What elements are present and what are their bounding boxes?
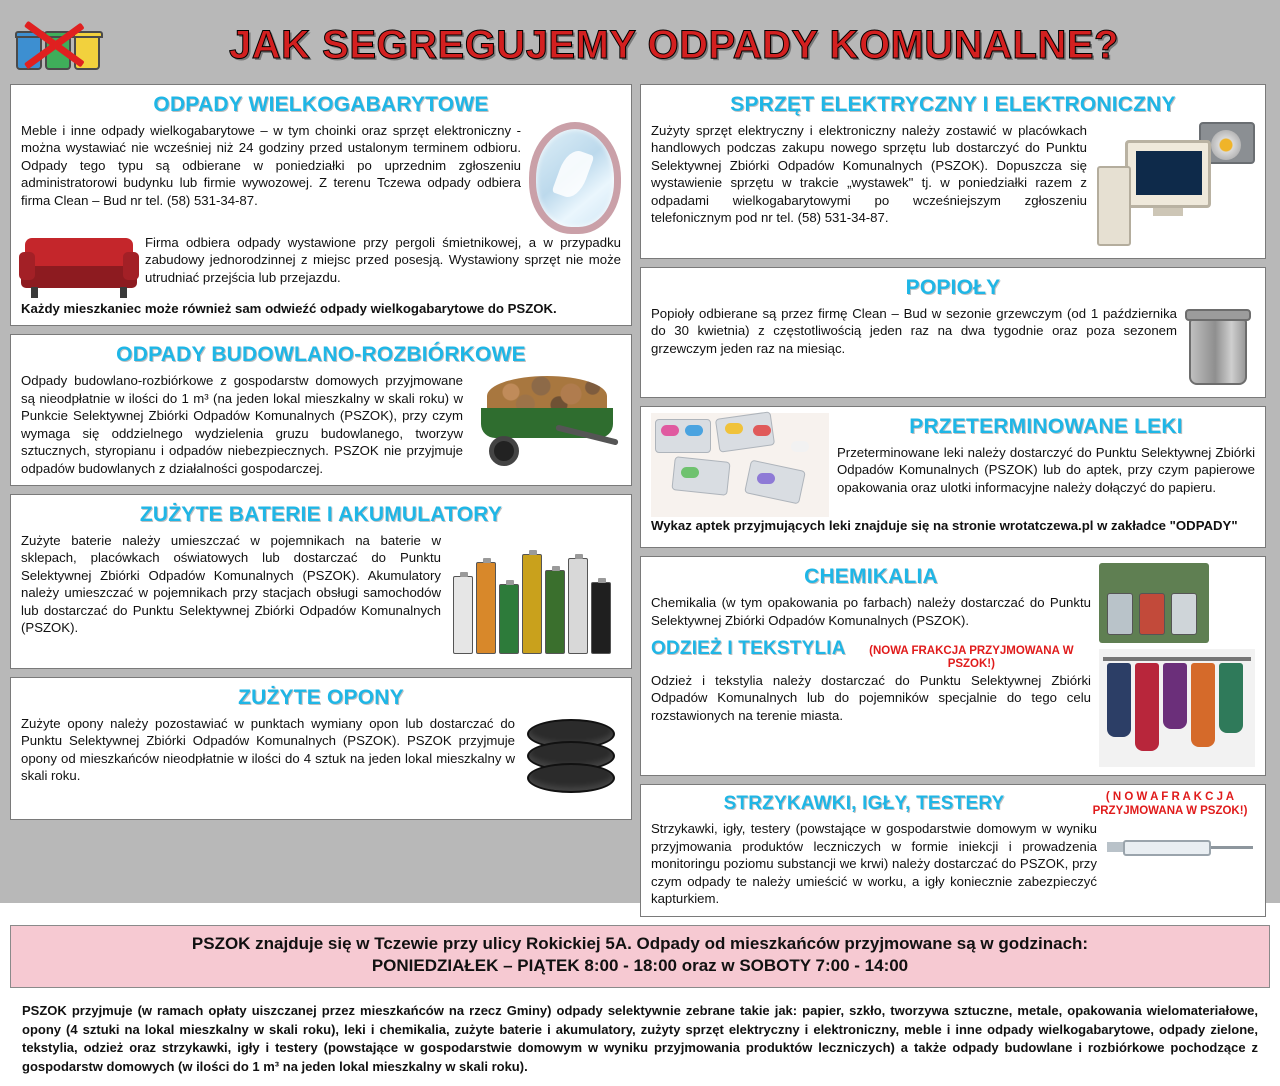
status-badge: ( N O W A F R A K C J A PRZYJMOWANA W PSZOK!) bbox=[1092, 791, 1248, 817]
section-title: ODPADY WIELKOGABARYTOWE bbox=[153, 93, 489, 116]
section-paragraph: Chemikalia (w tym opakowania po farbach) należy dostarczać do Punktu Selektywnej Zbiórki Odpadów Komunalnych (PSZOK). bbox=[651, 595, 1091, 628]
section-paragraph: Przeterminowane leki należy dostarczyć do Punktu Selektywnej Zbiórki Odpadów Komunalnych (PSZOK) lub do aptek, przy czym papierowe opakowania oraz ulotki informacyjne należy dołączyć do papieru. bbox=[837, 445, 1255, 495]
section-paragraph: Odzież i tekstylia należy dostarczać do Punktu Selektywnej Zbiórki Odpadów Komunalnych lub do pojemników specjalnie do tego celu rozstawionych na terenie miasta. bbox=[651, 672, 1091, 723]
section-title: ODZIEŻ I TEKSTYLIA bbox=[651, 638, 846, 660]
section-paragraph: Firma odbiera odpady wystawione przy pergoli śmietnikowej, a w przypadku zabudowy jednorodzinnej z miejsc przed posesją. Wystawiony sprzęt nie może utrudniać przejścia lub przejazdu. bbox=[145, 235, 621, 285]
tyres-illustration bbox=[523, 715, 621, 811]
section-ashes bbox=[640, 267, 1266, 398]
section-title: CHEMIKALIA bbox=[804, 565, 938, 589]
red-cross-icon bbox=[22, 16, 100, 72]
footer-note: PSZOK przyjmuje (w ramach opłaty uiszczanej przez mieszkańców na rzecz Gminy) odpady selektywnie zebrane takie jak: papier, szkło, tworzywa sztuczne, metale, opakowania wielomateriałowe, opony (4 sztuki na lokal mieszkalny w skali roku), leki i chemikalia, zużyte baterie i akumulatory, zużyty sprzęt elektryczny i elektroniczny, meble i inne odpady wielkogabarytowe, odpady zielone, tekstylia, odzież oraz strzykawki, igły i testery (powstające w gospodarstwie domowym w wyniku przyjmowania produktów leczniczych) a także odpady budowlane i rozbiórkowe pochodzące z gospodarstw domowych (w ilości do 1 m³ na jeden lokal mieszkalny w skali roku). bbox=[22, 1003, 1258, 1074]
section-construction-waste bbox=[10, 334, 632, 486]
poster-header bbox=[8, 6, 1272, 84]
section-paragraph: Odpady budowlano-rozbiórkowe z gospodarstw domowych przyjmowane są nieodpłatnie w ilości do 1 m³ (na jeden lokal mieszkalny w skali roku) w Punkcie Selektywnej Zbiórki Odpadów Komunalnych (PSZOK), przy czym wymaga się oddzielnego wydzielenia gruzu budowlanego, tworzyw sztucznych, styropianu i odpadów niebezpiecznych. PSZOK nie przyjmuje odpadów budowlanych z działalności gospodarczej. bbox=[21, 373, 463, 476]
pharmacy-list-note: Wykaz aptek przyjmujących leki znajduje się na stronie wrotatczewa.pl w zakładce "ODPADY" bbox=[651, 518, 1238, 533]
section-expired-medicines bbox=[640, 406, 1266, 548]
pszok-hours-line: PONIEDZIAŁEK – PIĄTEK 8:00 - 18:00 oraz w SOBOTY 7:00 - 14:00 bbox=[371, 956, 909, 976]
wheelbarrow-illustration bbox=[471, 372, 621, 470]
section-paragraph: Zużyte opony należy pozostawiać w punktach wymiany opon lub dostarczać do Punktu Selektywnej Zbiórki Odpadów Komunalnych (PSZOK). PSZOK przyjmuje opony od mieszkańców nieodpłatnie w ilości do 4 sztuk na jeden lokal mieszkalny w skali roku. bbox=[21, 715, 515, 784]
section-title: PRZETERMINOWANE LEKI bbox=[909, 415, 1183, 438]
clothes-rail-illustration bbox=[1099, 649, 1255, 767]
section-bulky-waste bbox=[10, 84, 632, 326]
syringe-illustration bbox=[1105, 820, 1255, 878]
computer-illustration bbox=[1095, 122, 1255, 250]
right-column bbox=[640, 84, 1266, 917]
section-title: POPIOŁY bbox=[905, 276, 1001, 299]
pszok-hours-banner bbox=[10, 925, 1270, 989]
status-badge: (NOWA FRAKCJA PRZYJMOWANA W PSZOK!) bbox=[869, 645, 1074, 671]
pills-illustration bbox=[651, 413, 829, 517]
pszok-address-line: PSZOK znajduje się w Tczewie przy ulicy Rokickiej 5A. Odpady od mieszkańców przyjmowane są w godzinach: bbox=[191, 933, 1089, 953]
section-paragraph: Strzykawki, igły, testery (powstające w gospodarstwie domowym w wyniku przyjmowania produktów leczniczych w formie iniekcji i prowadzenia monitoringu poziomu substancji we krwi) należy dostarczać do PSZOK, przy czym odpady te należy umieścić w worku, a igły koniecznie zabezpieczyć kapturkiem. bbox=[651, 821, 1097, 907]
section-title: ZUŻYTE BATERIE I AKUMULATORY bbox=[139, 502, 503, 526]
section-title: ODPADY BUDOWLANO-ROZBIÓRKOWE bbox=[116, 343, 526, 367]
sofa-illustration bbox=[21, 234, 137, 300]
paint-cans-illustration bbox=[1099, 563, 1255, 643]
section-weee bbox=[640, 84, 1266, 259]
section-paragraph: Zużyte baterie należy umieszczać w pojemnikach na baterie w sklepach, placówkach oświatowych lub dostarczać do Punktu Selektywnej Zbiórki Odpadów Komunalnych (PSZOK). Akumulatory należy umieszczać w pojemnikach przy stacjach obsługi samochodów lub dostarczać do Punktu Selektywnej Zbiórki Odpadów Komunalnych (PSZOK). bbox=[21, 532, 441, 636]
section-title: SPRZĘT ELEKTRYCZNY I ELEKTRONICZNY bbox=[730, 93, 1176, 116]
page-title: JAK SEGREGUJEMY ODPADY KOMUNALNE? bbox=[229, 22, 1119, 67]
section-paragraph: Popioły odbierane są przez firmę Clean – Bud w sezonie grzewczym (od 1 października do 30 kwietnia) z częstotliwością jeden raz na dwa tygodnie oraz poza sezonem grzewczym jeden raz na miesiąc. bbox=[651, 306, 1177, 356]
left-column bbox=[10, 84, 632, 917]
batteries-illustration bbox=[449, 532, 621, 660]
section-batteries bbox=[10, 494, 632, 669]
section-chemicals-textiles bbox=[640, 556, 1266, 776]
section-syringes bbox=[640, 784, 1266, 916]
section-title: ZUŻYTE OPONY bbox=[238, 685, 404, 709]
mirror-illustration bbox=[529, 122, 621, 234]
section-paragraph: Każdy mieszkaniec może również sam odwieźć odpady wielkogabarytowe do PSZOK. bbox=[21, 301, 557, 316]
ash-bin-illustration bbox=[1185, 305, 1255, 389]
section-title: STRZYKAWKI, IGŁY, TESTERY bbox=[723, 793, 1005, 815]
section-paragraph: Zużyty sprzęt elektryczny i elektroniczny należy zostawić w placówkach handlowych podczas zakupu nowego sprzętu lub dostarczyć do Punktu Selektywnej Zbiórki Odpadów Komunalnych (PSZOK). Dopuszcza się wystawienie sprzętu w trakcie „wystawek" tj. w poniedziałki razem z odpadami wielkogabarytowymi po wcześniejszym zgłoszeniu telefonicznym pod nr tel. (58) 531-34-87. bbox=[651, 123, 1087, 226]
section-paragraph: Meble i inne odpady wielkogabarytowe – w tym choinki oraz sprzęt elektroniczny - można wystawiać nie wcześniej niż 24 godziny przed ustalonym terminem odbioru. Odpady tego typu są odbierane w poniedziałki po uprzednim zgłoszeniu administratorowi budynku lub firmie wywozowej. Z terenu Tczewa odpady odbiera firma Clean – Bud nr tel. (58) 531-34-87. bbox=[21, 123, 521, 208]
content-columns bbox=[8, 84, 1272, 917]
section-tyres bbox=[10, 677, 632, 820]
recycling-bins-crossed-logo bbox=[14, 14, 106, 76]
